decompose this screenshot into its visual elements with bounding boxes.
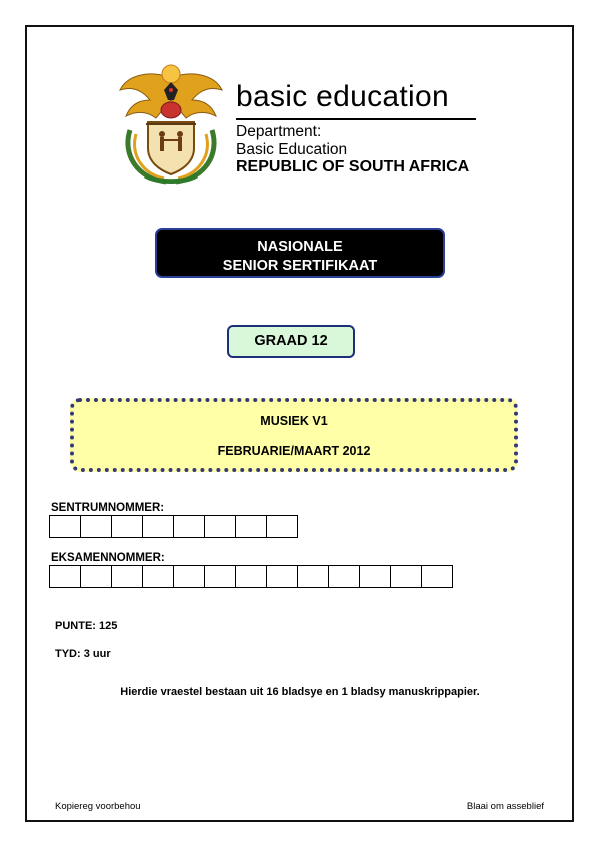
subject-paper: MUSIEK V1 <box>260 414 328 428</box>
exam-number-cell[interactable] <box>49 565 81 588</box>
exam-number-boxes <box>49 565 453 588</box>
exam-number-cell[interactable] <box>80 565 112 588</box>
subject-session: FEBRUARIE/MAART 2012 <box>217 444 371 458</box>
exam-number-cell[interactable] <box>204 565 236 588</box>
country-name: REPUBLIC OF SOUTH AFRICA <box>236 158 470 175</box>
time-info: TYD: 3 uur <box>55 648 111 660</box>
centre-number-boxes <box>49 515 298 538</box>
centre-number-cell[interactable] <box>80 515 112 538</box>
brand-divider <box>236 118 476 120</box>
centre-number-cell[interactable] <box>173 515 205 538</box>
exam-number-cell[interactable] <box>297 565 329 588</box>
grade-badge: GRAAD 12 <box>227 325 355 358</box>
exam-number-cell[interactable] <box>142 565 174 588</box>
centre-number-cell[interactable] <box>142 515 174 538</box>
certificate-banner <box>155 228 445 278</box>
centre-number-label: SENTRUMNOMMER: <box>51 502 165 514</box>
exam-number-cell[interactable] <box>359 565 391 588</box>
exam-number-cell[interactable] <box>173 565 205 588</box>
copyright-footer: Kopiereg voorbehou <box>55 801 141 812</box>
department-label: Department: <box>236 123 322 140</box>
marks-info: PUNTE: 125 <box>55 620 118 632</box>
department-name: Basic Education <box>236 141 348 158</box>
coat-of-arms-icon <box>116 60 226 188</box>
centre-number-cell[interactable] <box>266 515 298 538</box>
exam-number-cell[interactable] <box>266 565 298 588</box>
centre-number-cell[interactable] <box>111 515 143 538</box>
centre-number-cell[interactable] <box>204 515 236 538</box>
exam-number-label: EKSAMENNOMMER: <box>51 552 165 564</box>
subject-panel <box>70 398 518 472</box>
exam-number-cell[interactable] <box>421 565 453 588</box>
turn-over-footer: Blaai om asseblief <box>466 801 544 812</box>
centre-number-cell[interactable] <box>49 515 81 538</box>
exam-number-cell[interactable] <box>328 565 360 588</box>
exam-number-cell[interactable] <box>390 565 422 588</box>
brand-title: basic education <box>236 80 449 113</box>
certificate-line-2: SENIOR SERTIFIKAAT <box>222 258 378 274</box>
centre-number-cell[interactable] <box>235 515 267 538</box>
exam-number-cell[interactable] <box>235 565 267 588</box>
certificate-line-1: NASIONALE <box>257 239 343 255</box>
exam-number-cell[interactable] <box>111 565 143 588</box>
page-count-notice: Hierdie vraestel bestaan uit 16 bladsye en 1 bladsy manuskrippapier. <box>120 686 480 698</box>
